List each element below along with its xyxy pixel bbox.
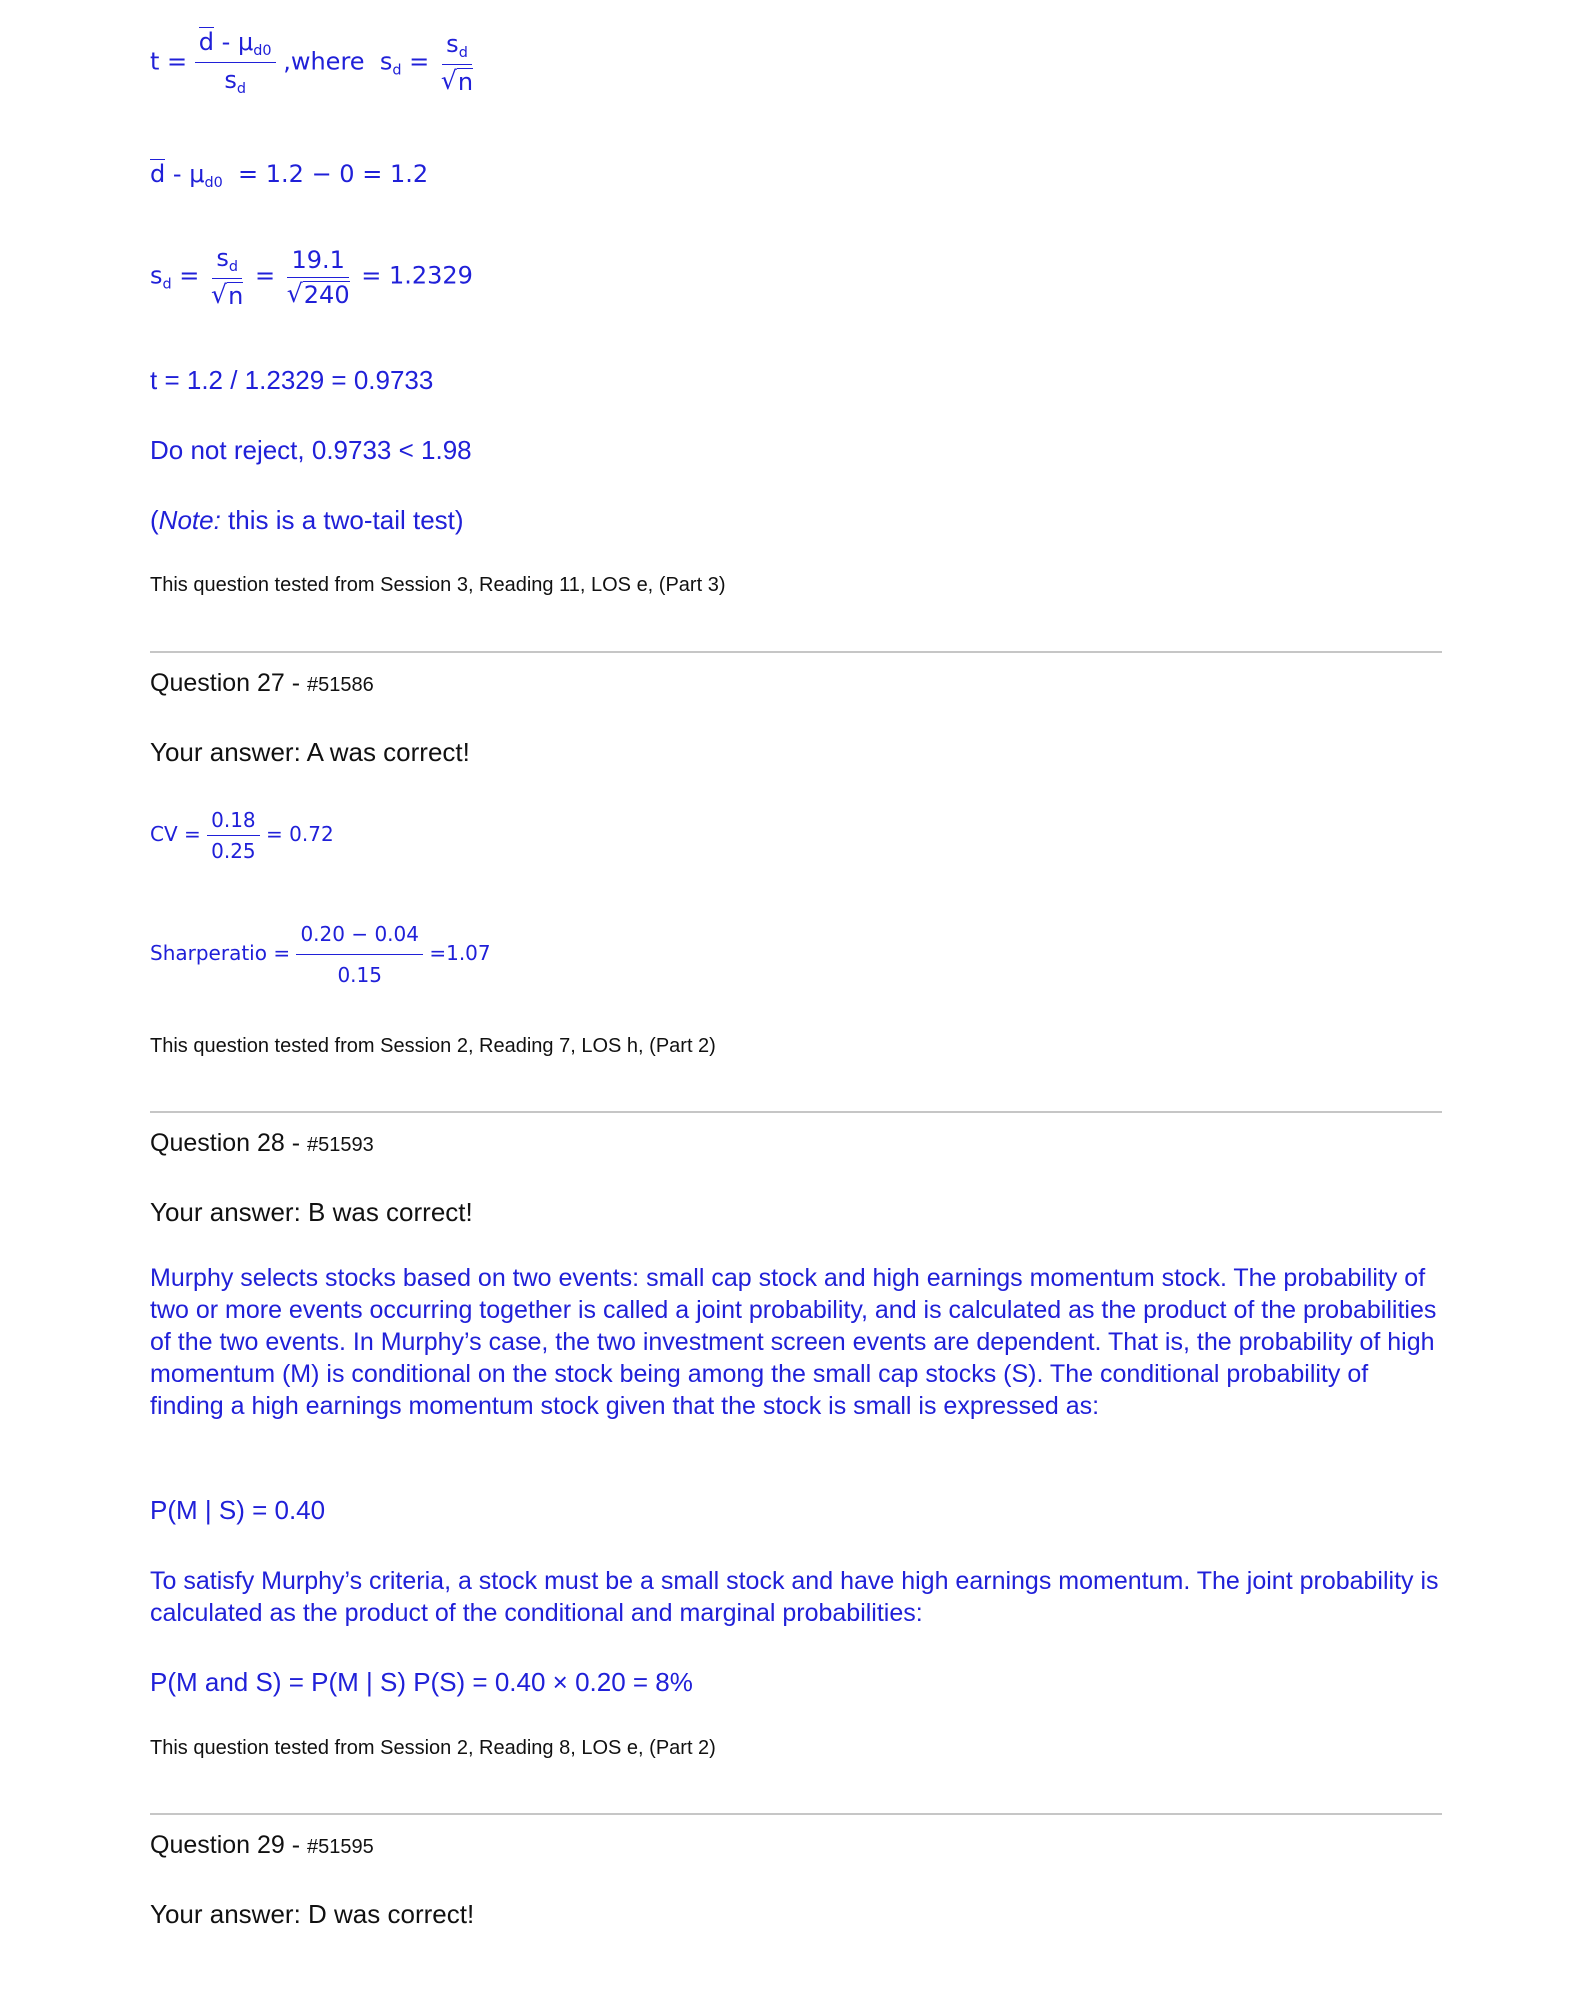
- explanation-paragraph: To satisfy Murphy’s criteria, a stock must be a small stock and have high earnings momentum. The joint probability is calculated as the product of the conditional and marginal probabilities:: [150, 1567, 1439, 1627]
- question-heading: Question 28 - #51593: [150, 1129, 374, 1157]
- joint-probability: P(M and S) = P(M | S) P(S) = 0.40 × 0.20 = 8%: [150, 1667, 693, 1697]
- source-reference: This question tested from Session 3, Reading 11, LOS e, (Part 3): [150, 574, 726, 596]
- mean-difference-formula: $d - \mu_{d0} = 1.2 - 0 = 1.2$: [150, 160, 429, 192]
- section-divider: [150, 1813, 1442, 1815]
- standard-error-formula: $s_d$ = $s_d$ √ n = 19.1 √ 240 = 1.2329: [150, 244, 473, 311]
- question-heading: Question 29 - #51595: [150, 1831, 374, 1859]
- d-bar: d: [198, 28, 215, 56]
- explanation-paragraph: Murphy selects stocks based on two events: small cap stock and high earnings momentum stock. The probability of two or more events occurring together is called a joint probability, and is calculated as the product of the probabilities of the two events. In Murphy’s case, the two investment screen events are dependent. That is, the probability of high momentum (M) is conditional on the stock being among the small cap stocks (S). The conditional probability of finding a high earnings momentum stock given that the stock is small is expressed as:: [150, 1264, 1437, 1420]
- source-reference: This question tested from Session 2, Reading 8, LOS e, (Part 2): [150, 1737, 716, 1759]
- conditional-probability: P(M | S) = 0.40: [150, 1495, 326, 1525]
- decision-text: Do not reject, 0.9733 < 1.98: [150, 435, 472, 465]
- answer-result: Your answer: A was correct!: [150, 737, 470, 767]
- answer-result: Your answer: D was correct!: [150, 1899, 475, 1929]
- sharpe-ratio-formula: Sharperatio = $\frac{0.20 - 0.04}{0.15}$ =1.07: [150, 922, 491, 987]
- t-statistic-formula: t = $\frac{d - \mu_{d0}}{s_d}$ ,where $s_d$ = $s_d$ √ n: [150, 28, 474, 98]
- source-reference: This question tested from Session 2, Reading 7, LOS h, (Part 2): [150, 1035, 716, 1057]
- question-heading: Question 27 - #51586: [150, 669, 374, 697]
- section-divider: [150, 1111, 1442, 1113]
- section-divider: [150, 651, 1442, 653]
- answer-result: Your answer: B was correct!: [150, 1197, 473, 1227]
- two-tail-note: (Note: this is a two-tail test): [150, 505, 464, 535]
- coefficient-of-variation-formula: CV = $\frac{0.18}{0.25}$ = 0.72: [150, 808, 334, 863]
- t-calculation: t = 1.2 / 1.2329 = 0.9733: [150, 365, 434, 395]
